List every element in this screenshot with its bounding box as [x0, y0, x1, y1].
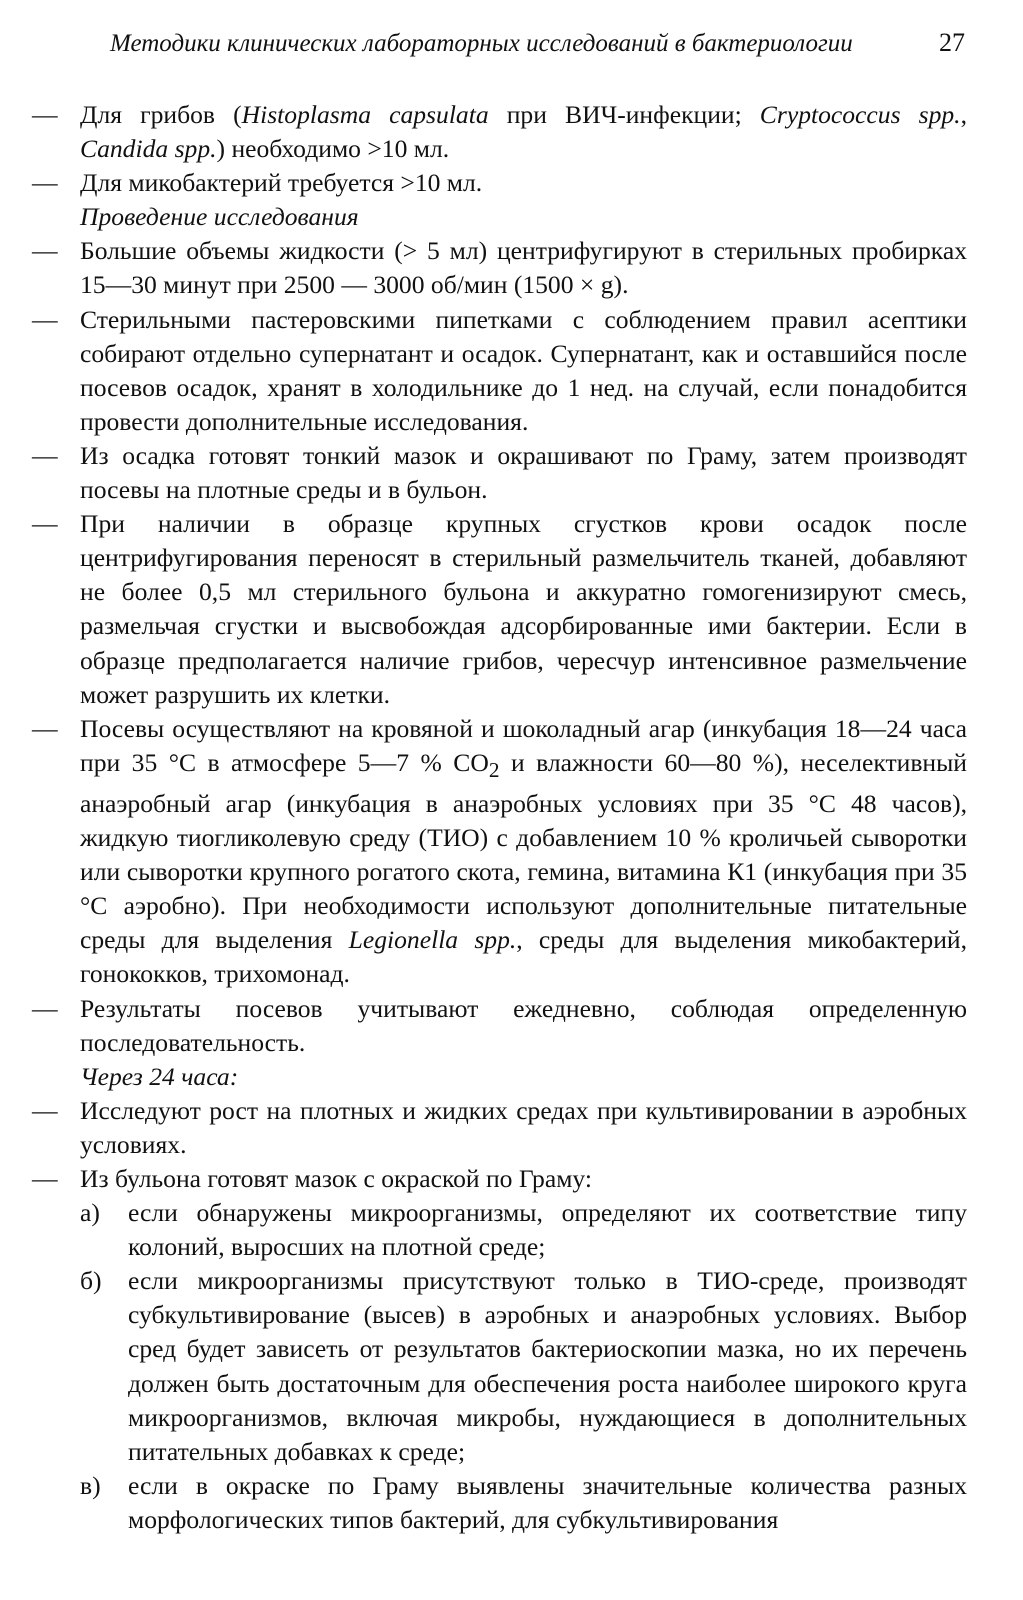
- list-item: [32, 166, 967, 200]
- list-item: [32, 98, 967, 166]
- dash-bullet: —: [32, 236, 58, 266]
- list-item: [32, 507, 967, 712]
- sub-item-text: если обнаружены микроорганизмы, определяют их соответствие типу колоний, выросших на плотной среде;: [128, 1198, 967, 1262]
- paragraph: Стерильными пастеровскими пипетками с соблюдением правил асептики собирают отдельно супернатант и осадок. Супернатант, как и оставшийся после посевов осадок, хранят в холодильнике до 1 нед. на случай, если понадобится провести дополнительные исследования.: [80, 304, 967, 436]
- dash-bullet: —: [32, 440, 58, 470]
- dash-bullet: —: [32, 993, 58, 1023]
- sub-item-text: если в окраске по Граму выявлены значительные количества разных морфологических типов бактерий, для субкультивирования: [128, 1470, 967, 1534]
- list-item: [32, 1094, 967, 1162]
- dash-bullet: —: [32, 1095, 58, 1125]
- sub-item-letter: б): [80, 1266, 102, 1296]
- sub-list-item: [32, 1196, 967, 1264]
- sub-item-letter: в): [80, 1470, 101, 1500]
- page-number: 27: [939, 28, 965, 57]
- list-item: [32, 992, 967, 1060]
- page-body: [32, 98, 967, 1537]
- list-item: [32, 303, 967, 439]
- dash-bullet: —: [32, 713, 58, 743]
- sub-list-item: [32, 1264, 967, 1469]
- dash-bullet: —: [32, 168, 58, 198]
- paragraph: Посевы осуществляют на кровяной и шоколадный агар (инкубация 18—24 часа при 35 °C в атмосфере 5—7 % $CO_2$ и влажности 60—80 %), неселективный анаэробный агар (инкубация в анаэробных условиях при 35 °C 48 часов), жидкую тиогликолевую среду (ТИО) с добавлением 10 % кроличьей сыворотки или сыворотки крупного рогатого скота, гемина, витамина К1 (инкубация при 35 °C аэробно). При необходимости используют дополнительные питательные среды для выделения Legionella spp., среды для выделения микобактерий, гонококков, трихомонад.: [80, 713, 967, 989]
- list-item: [32, 234, 967, 302]
- paragraph: Для микобактерий требуется >10 мл.: [80, 168, 483, 198]
- section-subheading: Проведение исследования: [80, 202, 359, 232]
- dash-bullet: —: [32, 100, 58, 129]
- paragraph: Большие объемы жидкости (> 5 мл) центрифугируют в стерильных пробирках 15—30 минут при 2500 — 3000 об/мин (1500 × g).: [80, 236, 967, 300]
- header-title: Методики клинических лабораторных исследований в бактериологии: [110, 30, 853, 57]
- section-subheading: Через 24 часа:: [80, 1061, 239, 1091]
- list-item: [32, 439, 967, 507]
- list-item: [32, 712, 967, 992]
- list-item: [32, 1162, 967, 1196]
- dash-bullet: —: [32, 304, 58, 334]
- running-header: [110, 28, 965, 59]
- paragraph: Из бульона готовят мазок с окраской по Граму:: [80, 1164, 592, 1194]
- dash-bullet: —: [32, 509, 58, 539]
- sub-item-text: если микроорганизмы присутствуют только в ТИО-среде, производят субкультивирование (высев) в аэробных и анаэробных условиях. Выбор сред будет зависеть от результатов бактериоскопии мазка, но их перечень должен быть достаточным для обеспечения роста наиболее широкого круга микроорганизмов, включая микробы, нуждающиеся в дополнительных питательных добавках к среде;: [128, 1266, 967, 1466]
- sub-item-letter: а): [80, 1198, 100, 1228]
- paragraph: При наличии в образце крупных сгустков крови осадок после центрифугирования переносят в стерильный размельчитель тканей, добавляют не более 0,5 мл стерильного бульона и аккуратно гомогенизируют смесь, размельчая сгустки и высвобождая адсорбированные ими бактерии. Если в образце предполагается наличие грибов, чересчур интенсивное размельчение может разрушить их клетки.: [80, 509, 967, 709]
- paragraph: Из осадка готовят тонкий мазок и окрашивают по Граму, затем производят посевы на плотные среды и в бульон.: [80, 440, 967, 505]
- dash-bullet: —: [32, 1164, 58, 1194]
- paragraph: Исследуют рост на плотных и жидких средах при культивировании в аэробных условиях.: [80, 1095, 967, 1159]
- paragraph: Результаты посевов учитывают ежедневно, соблюдая определенную последовательность.: [80, 993, 967, 1057]
- sub-list-item: [32, 1469, 967, 1537]
- paragraph: Для грибов (Histoplasma capsulata при ВИЧ-инфекции; Cryptococcus spp., Candida spp.) необходимо >10 мл.: [80, 100, 967, 164]
